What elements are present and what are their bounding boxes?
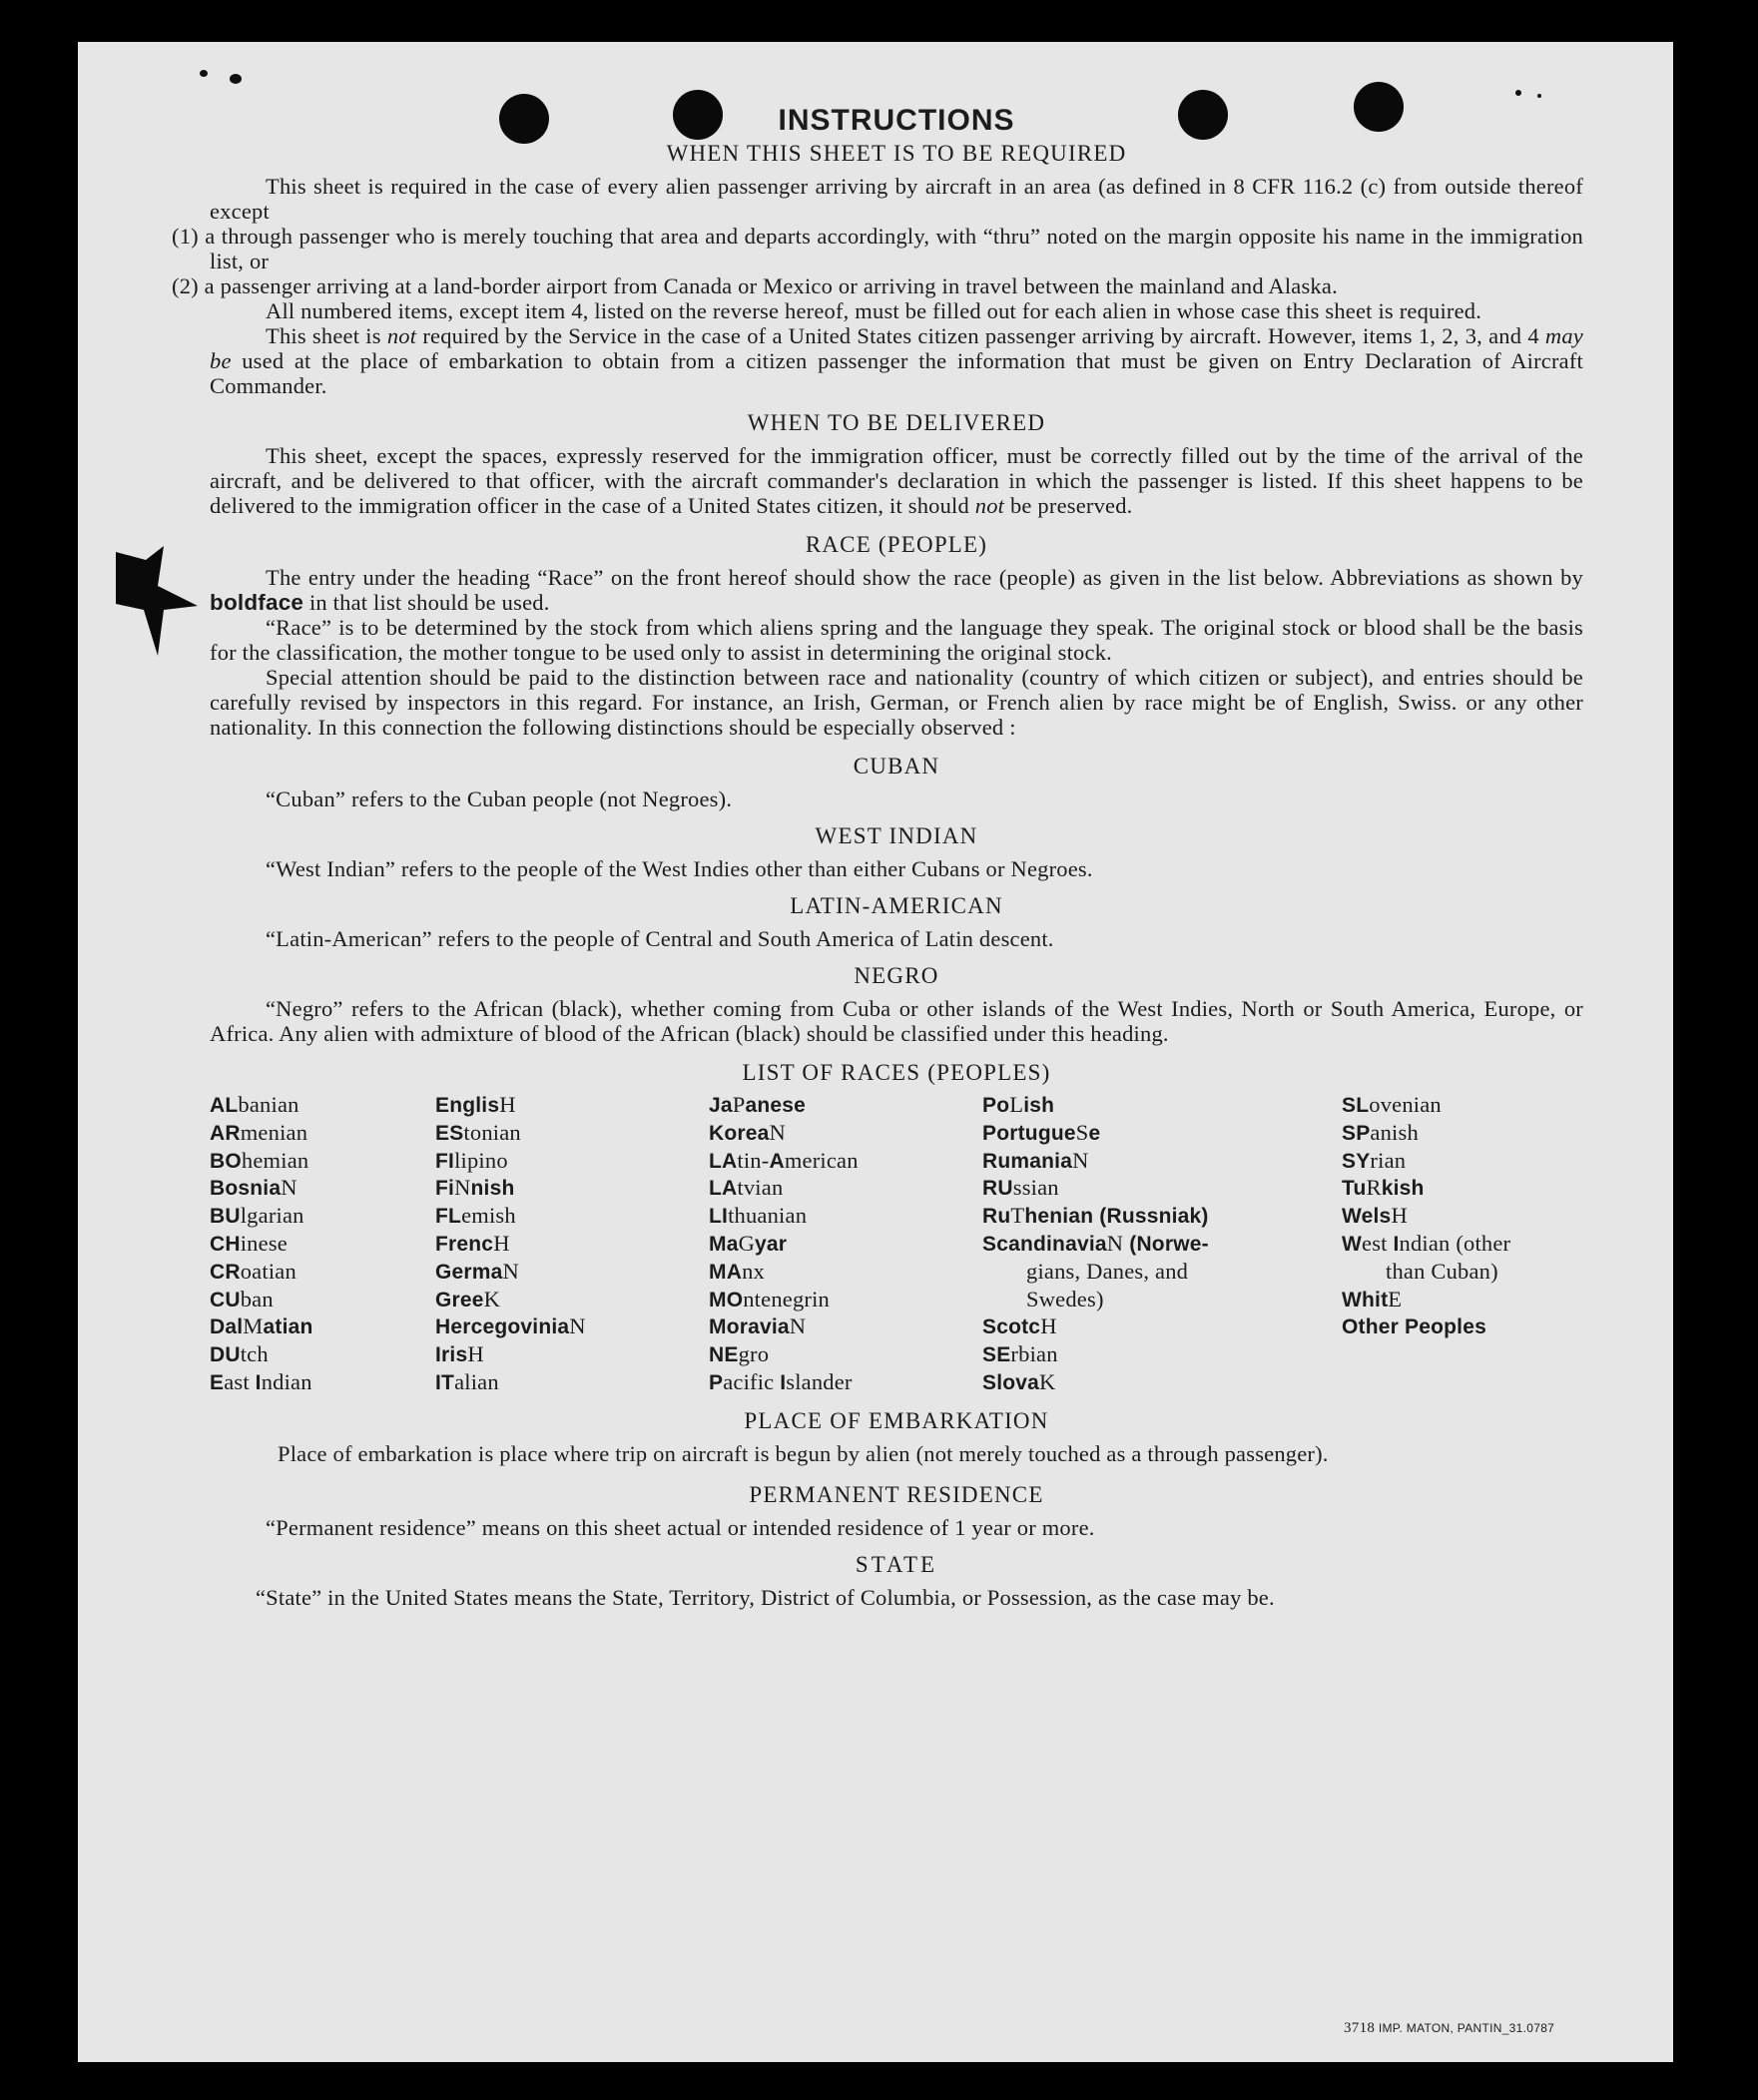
race-abbrev: I [1393,1232,1400,1256]
race-column [435,1091,655,1396]
race-text: ovenian [1369,1092,1442,1117]
race-text: est [1362,1230,1394,1256]
race-text: hemian [241,1147,309,1173]
race-text: ndian (other [1399,1230,1511,1256]
race-entry [435,1119,655,1147]
section-heading: LIST OF RACES (PEOPLES) [742,1060,1051,1085]
race-abbrev: Portugue [982,1121,1076,1145]
race-entry [1342,1091,1591,1119]
paragraph: All numbered items, except item 4, listed on the reverse hereof, must be filled out for each alien in whose case this sheet is required. [266,298,1482,323]
race-abbrev: I [780,1370,787,1394]
race-abbrev: BU [210,1205,241,1229]
race-abbrev: Ma [709,1232,739,1256]
race-abbrev: SP [1342,1121,1371,1145]
race-abbrev: NE [709,1343,739,1367]
section-heading: WHEN THIS SHEET IS TO BE REQUIRED [666,141,1127,166]
race-entry [210,1147,409,1175]
section-heading: WEST INDIAN [815,823,978,848]
paragraph [210,565,1583,615]
race-abbrev: BO [210,1149,242,1173]
race-abbrev: Frenc [435,1232,494,1256]
race-abbrev: AL [210,1094,239,1117]
race-text: acific [723,1368,781,1394]
printer-imprint [1344,2020,1554,2037]
race-entry [210,1258,409,1286]
race-entry [435,1340,655,1368]
race-abbrev: Wels [1342,1205,1392,1229]
race-text: H [1391,1203,1408,1229]
race-abbrev: AR [210,1121,241,1145]
race-entry [982,1286,1272,1313]
race-text: L [1009,1092,1024,1117]
race-text: H [499,1092,516,1117]
race-abbrev: Other Peoples [1342,1315,1486,1339]
paragraph [210,443,1583,518]
race-abbrev: W [1342,1232,1363,1256]
race-abbrev: P [709,1370,724,1394]
race-abbrev: Hercegovinia [435,1315,570,1339]
race-text: H [493,1230,510,1256]
race-text: tin- [737,1147,770,1173]
race-abbrev: ish [1023,1094,1055,1117]
race-abbrev: FI [435,1149,455,1173]
race-abbrev: Korea [709,1121,770,1145]
race-entry [1342,1286,1591,1313]
race-entry [709,1258,958,1286]
race-abbrev: MO [709,1288,744,1312]
race-entry [709,1147,958,1175]
paragraph: “Permanent residence” means on this sheet actual or intended residence of 1 year or more. [266,1515,1095,1540]
race-abbrev: Scotc [982,1315,1041,1339]
race-abbrev: RU [982,1177,1013,1201]
race-text: tvian [737,1175,784,1201]
race-abbrev: A [769,1149,785,1173]
italic-text: not [974,493,1005,518]
race-text: Swedes) [1026,1286,1104,1312]
race-entry [982,1147,1272,1175]
section-heading: PERMANENT RESIDENCE [749,1482,1044,1507]
race-text: merican [784,1147,859,1173]
race-entry [982,1091,1272,1119]
race-abbrev: Bosnia [210,1177,282,1201]
race-abbrev: kish [1381,1177,1425,1201]
race-entry [709,1174,958,1202]
ink-speck [200,70,208,77]
race-text: ndian [261,1368,312,1394]
italic-text: may be [210,323,1583,373]
section-heading: PLACE OF EMBARKATION [744,1408,1049,1433]
section-heading: NEGRO [854,963,939,988]
paragraph [210,323,1583,398]
section-heading: WHEN TO BE DELIVERED [747,410,1046,435]
race-entry [210,1091,409,1119]
race-entry [982,1119,1272,1147]
race-entry [435,1174,655,1202]
race-text: ntenegrin [743,1286,831,1312]
race-text: tonian [463,1119,521,1145]
paragraph: “West Indian” refers to the people of the West Indies other than either Cubans or Negroes. [266,856,1093,881]
race-text: thuanian [728,1203,808,1229]
race-text: anish [1370,1119,1419,1145]
race-entry [435,1091,655,1119]
race-entry [982,1174,1272,1202]
race-entry [709,1340,958,1368]
race-abbrev: Englis [435,1094,500,1117]
paragraph: “Cuban” refers to the Cuban people (not Negroes). [266,787,733,811]
text-run: be preserved. [1004,493,1133,518]
race-abbrev: ES [435,1121,464,1145]
race-abbrev: CH [210,1232,241,1256]
race-text: H [467,1341,484,1367]
race-entry [1342,1312,1591,1340]
race-entry [435,1258,655,1286]
race-text: N [281,1175,297,1201]
race-entry [210,1286,409,1313]
section-heading: LATIN-AMERICAN [790,893,1003,918]
paragraph: Place of embarkation is place where trip on aircraft is begun by alien (not merely touched as a through passenger). [278,1441,1329,1466]
race-text: N [1106,1230,1124,1256]
race-text: banian [238,1092,299,1117]
section-heading: STATE [855,1552,938,1577]
race-text: menian [240,1119,308,1145]
race-entry [210,1230,409,1258]
race-entry [982,1202,1272,1230]
race-entry [210,1368,409,1396]
race-abbrev: (Norwe- [1123,1232,1209,1256]
race-abbrev: e [1088,1121,1101,1145]
race-entry [435,1368,655,1396]
race-text: than Cuban) [1386,1258,1498,1284]
race-abbrev: yar [755,1232,788,1256]
race-text: lipino [454,1147,508,1173]
race-abbrev: Fi [435,1177,455,1201]
race-abbrev: nish [470,1177,515,1201]
race-entry [982,1230,1272,1258]
race-text: gro [738,1341,770,1367]
race-entry [709,1368,958,1396]
paragraph: “Latin-American” refers to the people of Central and South America of Latin descent. [266,926,1054,951]
race-entry [210,1202,409,1230]
text-run: used at the place of embarkation to obtain from a citizen passenger the information that must be given on Entry Declaration of Aircraft Commander. [210,348,1583,398]
race-abbrev: CR [210,1260,241,1284]
paragraph: “State” in the United States means the State, Territory, District of Columbia, or Possession, as the case may be. [256,1585,1275,1610]
race-entry [435,1202,655,1230]
race-column [210,1091,409,1396]
paragraph: This sheet is required in the case of every alien passenger arriving by aircraft in an area (as defined in 8 CFR 116.2 (c) from outside thereof except [210,174,1583,224]
text-run: in that list should be used. [303,590,550,615]
imprint-text: IMP. MATON, PANTIN_31.0787 [1378,2021,1555,2035]
race-text: nx [742,1258,765,1284]
race-text: E [1388,1286,1403,1312]
form-number: 3718 [1344,2020,1376,2036]
race-text: rbian [1010,1341,1058,1367]
race-text: M [243,1313,264,1339]
race-entry [1342,1202,1591,1230]
race-text: oatian [240,1258,296,1284]
race-column [1342,1091,1591,1340]
race-text: ban [240,1286,274,1312]
race-entry [1342,1174,1591,1202]
race-text: N [769,1119,786,1145]
text-run: This sheet, except the spaces, expressly reserved for the immigration officer, must be correctly filled out by the time of the arrival of the aircraft, and be delivered to that officer, with the aircraft commander's declaration in which the passenger is listed. If this sheet happens to be delivered to the immigration officer in the case of a United States citizen, it should [210,443,1583,518]
race-entry [1342,1119,1591,1147]
race-abbrev: atian [263,1315,313,1339]
race-entry [709,1202,958,1230]
race-entry [210,1340,409,1368]
race-text: N [789,1313,807,1339]
race-abbrev: CU [210,1288,241,1312]
race-abbrev: IT [435,1370,455,1394]
numbered-item: (1) a through passenger who is merely touching that area and departs accordingly, with “thru” noted on the margin opposite his name in the immigration list, or [172,224,1583,273]
race-abbrev: Ja [709,1094,733,1117]
race-entry [210,1312,409,1340]
ink-speck [230,74,242,84]
race-entry [709,1312,958,1340]
numbered-item: (2) a passenger arriving at a land-border airport from Canada or Mexico or arriving in travel between the mainland and Alaska. [172,273,1338,298]
race-abbrev: Po [982,1094,1010,1117]
race-entry [982,1258,1272,1286]
race-abbrev: Slova [982,1370,1040,1394]
race-text: ssian [1012,1175,1059,1201]
race-abbrev: Whit [1342,1288,1389,1312]
race-abbrev: Scandinavia [982,1232,1107,1256]
race-abbrev: E [210,1370,225,1394]
race-text: inese [240,1230,288,1256]
race-entry [1342,1230,1591,1258]
page-title: INSTRUCTIONS [778,104,1015,137]
race-entry [982,1368,1272,1396]
race-entry [982,1312,1272,1340]
race-abbrev: anese [745,1094,807,1117]
section-heading: RACE (PEOPLE) [805,532,988,557]
race-list [210,1091,1583,1396]
race-text: alian [454,1368,499,1394]
document-sheet [78,42,1673,2062]
race-entry [1342,1147,1591,1175]
race-abbrev: henian (Russniak) [1024,1205,1209,1229]
race-abbrev: Dal [210,1315,244,1339]
race-entry [435,1286,655,1313]
race-text: lgarian [240,1203,304,1229]
race-entry [709,1119,958,1147]
race-column [709,1091,958,1396]
race-text: G [738,1230,756,1256]
race-entry [709,1230,958,1258]
race-abbrev: FL [435,1205,462,1229]
race-text: N [502,1258,519,1284]
race-abbrev: Tu [1342,1177,1367,1201]
bold-text: boldface [210,590,304,615]
race-text: slander [786,1368,853,1394]
race-entry [709,1091,958,1119]
race-entry [210,1119,409,1147]
race-abbrev: DU [210,1343,241,1367]
race-text: rian [1370,1147,1407,1173]
race-text: K [1039,1368,1056,1394]
text-run: required by the Service in the case of a United States citizen passenger arriving by aircraft. However, items 1, 2, 3, and 4 [416,323,1545,348]
race-text: tch [240,1341,269,1367]
race-text: T [1010,1203,1025,1229]
race-text: R [1366,1175,1382,1201]
race-abbrev: SL [1342,1094,1370,1117]
race-abbrev: SY [1342,1149,1371,1173]
race-abbrev: Iris [435,1343,468,1367]
race-text: N [569,1313,586,1339]
race-entry [435,1230,655,1258]
race-text: P [732,1092,746,1117]
race-text: gians, Danes, and [1026,1258,1189,1284]
text-run: The entry under the heading “Race” on the front hereof should show the race (people) as given in the list below. Abbreviations as shown by [266,565,1583,590]
paragraph: Special attention should be paid to the distinction between race and nationality (country of which citizen or subject), and entries should be carefully revised by inspectors in this regard. For instance, an Irish, German, or French alien by race might be of English, Swiss. or any other nationality. In this connection the following distinctions should be especially observed : [210,665,1583,740]
race-entry [435,1147,655,1175]
race-text: N [454,1175,471,1201]
paragraph: “Race” is to be determined by the stock from which aliens spring and the language they speak. The original stock or blood shall be the basis for the classification, the mother tongue to be used only to assist in determining the original stock. [210,615,1583,665]
race-abbrev: SE [982,1343,1011,1367]
race-abbrev: Germa [435,1260,503,1284]
race-entry [982,1340,1272,1368]
race-entry [210,1174,409,1202]
section-heading: CUBAN [853,754,940,779]
ink-speck [1515,90,1521,96]
race-text: ast [224,1368,256,1394]
race-text: N [1072,1147,1089,1173]
race-text: emish [461,1203,516,1229]
race-abbrev: I [255,1370,262,1394]
race-text: K [483,1286,501,1312]
text-run: This sheet is [266,323,387,348]
italic-text: not [386,323,417,348]
race-entry [1342,1258,1591,1286]
race-abbrev: Rumania [982,1149,1073,1173]
race-entry [435,1312,655,1340]
race-abbrev: LA [709,1177,738,1201]
ink-speck [1537,94,1541,98]
race-entry [709,1286,958,1313]
race-abbrev: LA [709,1149,738,1173]
race-text: S [1075,1119,1089,1145]
race-abbrev: Moravia [709,1315,790,1339]
instructions-content [172,104,1583,1610]
paragraph: “Negro” refers to the African (black), whether coming from Cuba or other islands of the West Indies, North or South America, Europe, or Africa. Any alien with admixture of blood of the African (black) should be classified under this heading. [210,996,1583,1046]
race-column [982,1091,1272,1396]
race-abbrev: LI [709,1205,729,1229]
race-abbrev: MA [709,1260,743,1284]
race-text: H [1040,1313,1057,1339]
race-abbrev: Ru [982,1205,1011,1229]
race-abbrev: Gree [435,1288,484,1312]
